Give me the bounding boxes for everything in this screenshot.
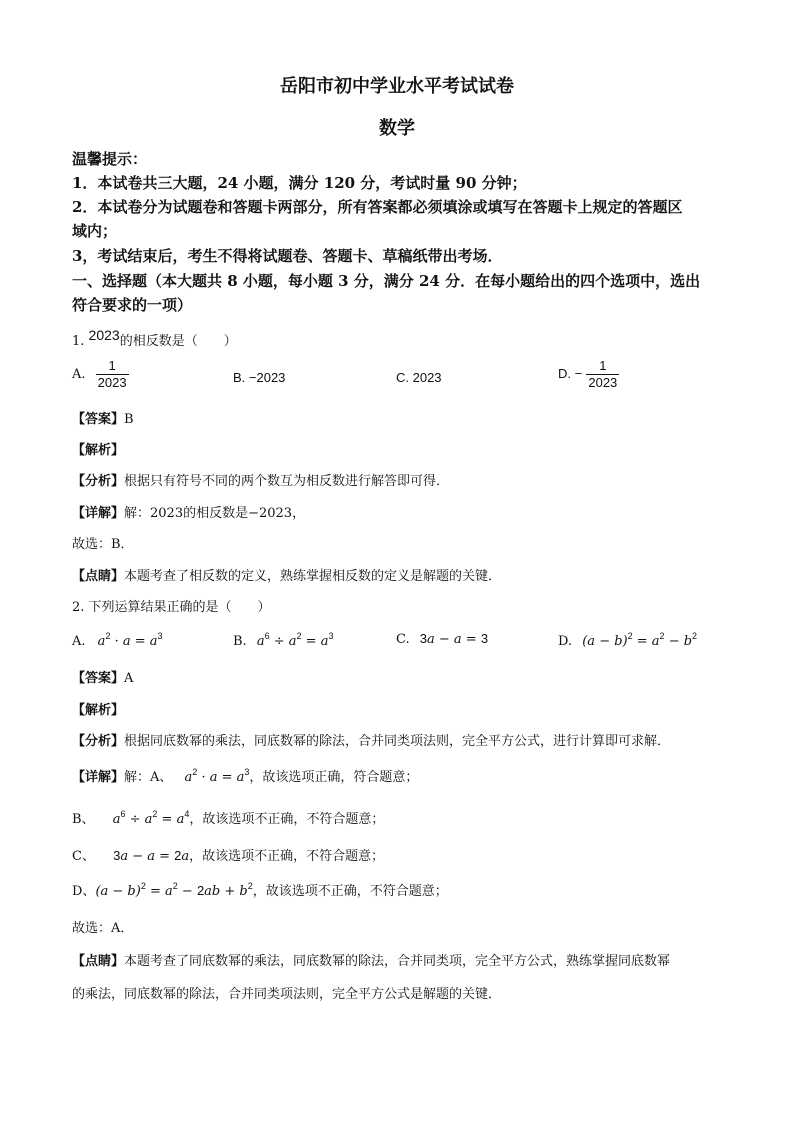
q1-option-a-numerator: 1: [108, 358, 116, 373]
q2-option-d-label: D.: [558, 634, 573, 649]
q1-option-b: B. −2023: [233, 370, 286, 385]
q2-step-c-tail: ，故该选项不正确，不符合题意；: [189, 849, 385, 864]
q1-option-d-denominator: 2023: [588, 375, 618, 390]
q1-option-d: [558, 358, 619, 391]
q2-step-b-expr: $a^6 \div a^2 = a^4$: [112, 809, 190, 827]
q2-answer-value: A: [124, 671, 134, 686]
q2-option-c: [396, 631, 488, 647]
notice-item-1: 1．本试卷共三大题，24 小题，满分 120 分，考试时量 90 分钟；: [72, 174, 527, 192]
q2-option-a-expr: $a^2 \cdot a = a^3$: [97, 631, 163, 649]
q2-stem: 2. 下列运算结果正确的是（ ）: [72, 600, 271, 615]
q2-step-d-expr: $(a - b)^2 = a^2 - 2ab + b^2$: [95, 881, 253, 899]
q1-xiangjie: [72, 502, 305, 521]
q1-option-c: C. 2023: [396, 370, 442, 385]
q1-dianjing-text: 本题考查了相反数的定义，熟练掌握相反数的定义是解题的关键．: [124, 569, 502, 584]
q2-answer: [72, 667, 133, 686]
q2-fenxi: [72, 730, 670, 749]
q1-value: 2023: [88, 327, 120, 343]
q2-dianjing-text-a: 本题考查了同底数幂的乘法，同底数幂的除法，合并同类项，完全平方公式，熟练掌握同底数幂: [124, 954, 671, 969]
q1-stem: [72, 327, 237, 349]
q2-step-b-tail: ，故该选项不正确，不符合题意；: [189, 812, 385, 827]
q2-option-a-label: A.: [72, 634, 86, 649]
q2-step-c: [72, 845, 384, 864]
q1-analysis-tag: 【解析】: [72, 443, 125, 458]
q1-number: 1.: [72, 334, 85, 349]
q1-option-a-label: A.: [72, 367, 86, 382]
q1-option-d-label: D. −: [558, 366, 583, 381]
notice-item-2a: 2．本试卷分为试题卷和答题卡两部分，所有答案都必须填涂或填写在答题卡上规定的答题区: [72, 198, 683, 216]
q2-step-b-label: B、: [72, 812, 95, 827]
q1-fenxi-tag: 【分析】: [72, 474, 125, 489]
q2-step-c-label: C、: [72, 849, 95, 864]
q1-option-a-denominator: 2023: [97, 375, 127, 390]
q2-dianjing-tag: 【点睛】: [72, 954, 125, 969]
q2-option-b-label: B.: [233, 634, 247, 649]
q2-option-b: [233, 631, 333, 649]
q1-answer-value: B: [124, 412, 134, 427]
q2-step-d-tail: ，故该选项不正确，不符合题意；: [252, 884, 448, 899]
q2-analysis-tag: 【解析】: [72, 703, 125, 718]
subject-title: 数学: [379, 118, 415, 139]
q1-fenxi: [72, 470, 449, 489]
q1-choice: 故选：B．: [72, 537, 134, 552]
q1-option-d-fraction: [586, 358, 619, 391]
q2-fenxi-text: 根据同底数幂的乘法，同底数幂的除法，合并同类项法则，完全平方公式，进行计算即可求解．: [124, 734, 671, 749]
q2-option-d: [558, 631, 697, 649]
q1-answer: [72, 408, 134, 427]
q2-xiangjie: [72, 766, 418, 785]
q1-option-a: [72, 358, 129, 391]
q1-dianjing-tag: 【点睛】: [72, 569, 125, 584]
q2-option-c-label: C.: [396, 632, 410, 647]
notice-item-2b: 域内；: [72, 222, 118, 240]
q1-answer-tag: 【答案】: [72, 412, 125, 427]
q2-step-c-expr: 3a − a = 2a: [113, 848, 190, 864]
q2-xiangjie-tag: 【详解】: [72, 770, 125, 785]
q1-option-d-numerator: 1: [599, 358, 607, 373]
q2-option-b-expr: $a^6 \div a^2 = a^3$: [256, 631, 334, 649]
q2-xiangjie-a-expr: $a^2 \cdot a = a^3$: [184, 767, 250, 785]
q2-option-d-expr: $(a - b)^2 = a^2 - b^2$: [582, 631, 698, 649]
q2-dianjing-a: [72, 950, 670, 969]
q1-xiangjie-tag: 【详解】: [72, 506, 125, 521]
q1-dianjing: [72, 565, 501, 584]
section1-heading-a: 一、选择题（本大题共 8 小题，每小题 3 分，满分 24 分．在每小题给出的四个选项中，选出: [72, 272, 701, 290]
q2-fenxi-tag: 【分析】: [72, 734, 125, 749]
notice-item-3: 3，考试结束后，考生不得将试题卷、答题卡、草稿纸带出考场．: [72, 247, 503, 265]
q2-option-c-expr: 3a − a = 3: [419, 631, 489, 647]
q2-dianjing-b: 的乘法，同底数幂的除法，合并同类项法则，完全平方公式是解题的关键．: [72, 987, 502, 1002]
q2-option-a: [72, 631, 163, 649]
q2-step-d: [72, 880, 448, 899]
q1-option-a-fraction: [96, 358, 129, 391]
q2-xiangjie-a-tail: ，故该选项正确，符合题意；: [249, 770, 419, 785]
q1-xiangjie-text: 解：2023的相反数是−2023，: [124, 506, 306, 521]
q1-fenxi-text: 根据只有符号不同的两个数互为相反数进行解答即可得．: [124, 474, 450, 489]
q1-stem-text: 的相反数是（ ）: [119, 334, 237, 349]
q2-step-b: [72, 808, 384, 827]
exam-title: 岳阳市初中学业水平考试试卷: [280, 76, 514, 97]
q2-xiangjie-a-label: 解：A、: [124, 770, 173, 785]
q2-choice: 故选：A．: [72, 921, 134, 936]
q2-step-d-label: D、: [72, 884, 96, 899]
section1-heading-b: 符合要求的一项）: [72, 296, 193, 314]
notice-heading: 温馨提示：: [72, 150, 148, 168]
q2-answer-tag: 【答案】: [72, 671, 125, 686]
